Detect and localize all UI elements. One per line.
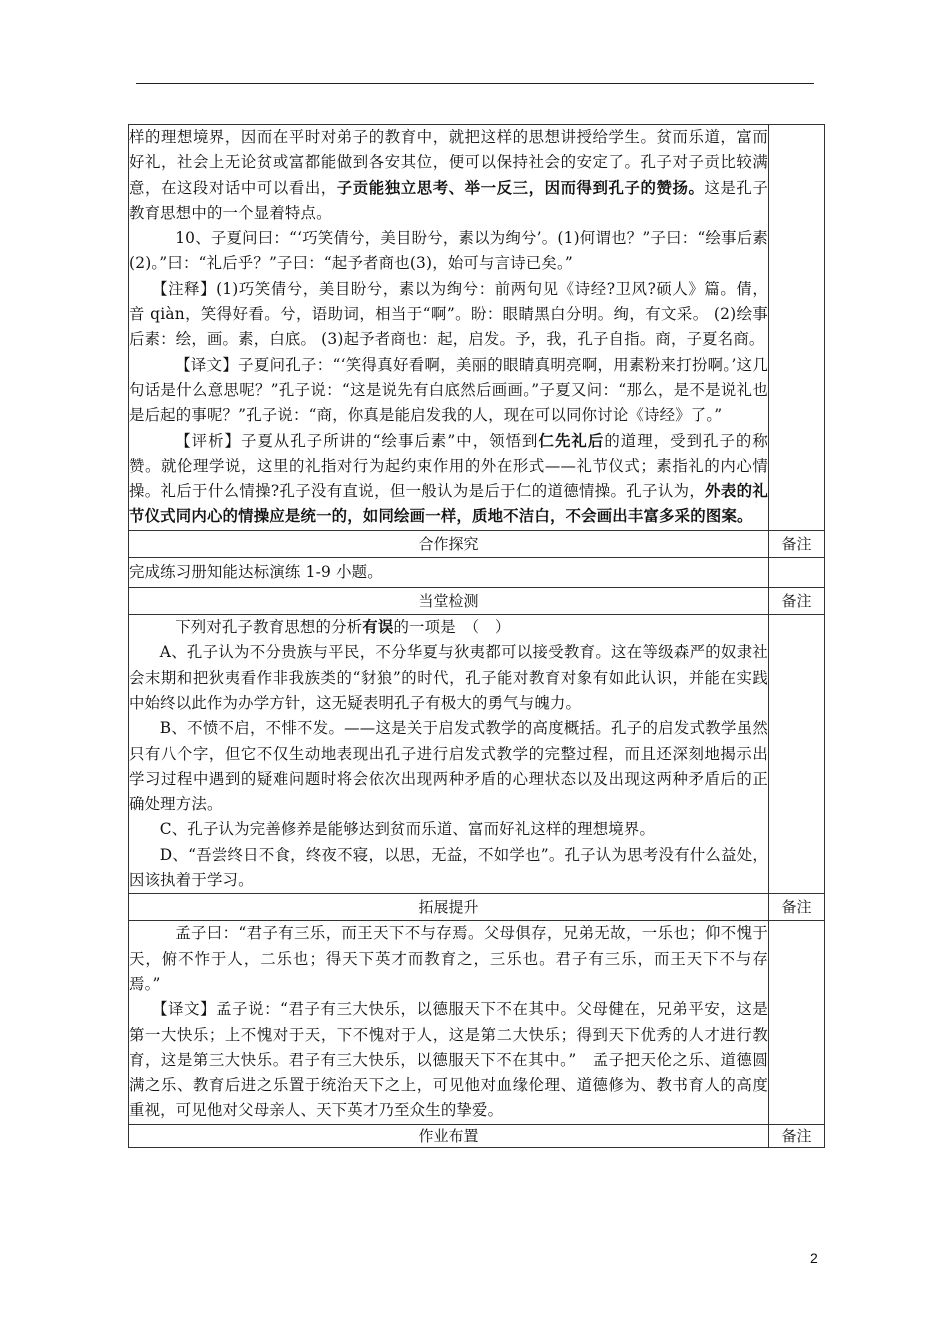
- note-column: [769, 125, 825, 531]
- section-header-hezuo: [129, 530, 825, 557]
- bold-highlight: 子贡能独立思考、举一反三，因而得到孔子的赞扬。: [336, 178, 705, 197]
- note-label: 备注: [769, 588, 825, 615]
- option-a: A、孔子认为不分贵族与平民，不分华夏与狄夷都可以接受教育。这在等级森严的奴隶社会末期和把狄夷看作非我族类的“豺狼”的时代，孔子能对教育对象有如此认识，并能在实践中始终以此作为办学方针，这无疑表明孔子有极大的勇气与魄力。: [129, 643, 768, 712]
- mencius-quote: 孟子曰：“君子有三乐，而王天下不与存焉。父母俱存，兄弟无故，一乐也；仰不愧于天，俯不怍于人，二乐也；得天下英才而教育之，三乐也。君子有三乐，而王天下不与存焉。”: [129, 924, 768, 993]
- section-header-dangtang: [129, 588, 825, 615]
- section-title-hezuo: 合作探究: [129, 530, 769, 557]
- section-header-zuoye: [129, 1124, 825, 1147]
- section-body-tuozhan: [129, 921, 825, 1124]
- mencius-translation: 【译文】孟子说：“君子有三大快乐，以德服天下不在其中。父母健在，兄弟平安，这是第一大快乐；上不愧对于天，下不愧对于人，这是第二大快乐；得到天下优秀的人才进行教育，这是第三大快乐。君子有三大快乐，以德服天下不在其中。” 孟子把天伦之乐、道德圆满之乐、教育后进之乐置于统治天下之上，可见他对血缘伦理、道德修为、教书育人的高度重视，可见他对父母亲人、天下英才乃至众生的挚爱。: [129, 1000, 768, 1120]
- option-c: C、孔子认为完善修养是能够达到贫而乐道、富而好礼这样的理想境界。: [159, 820, 656, 839]
- exercise-text: 完成练习册知能达标演练 1-9 小题。: [129, 562, 383, 581]
- bold-highlight: 有误: [362, 618, 394, 637]
- note-column: [769, 557, 825, 587]
- note-column: [769, 615, 825, 894]
- option-b: B、不愤不启，不悱不发。——这是关于启发式教学的高度概括。孔子的启发式教学虽然只有八个字，但它不仅生动地表现出孔子进行启发式教学的完整过程，而且还深刻地揭示出学习过程中遇到的疑难问题时将会依次出现两种矛盾的心理状态以及出现这两种矛盾后的正确处理方法。: [129, 719, 768, 814]
- question-stem: 下列对孔子教育思想的分析有误的一项是 （ ）: [175, 618, 511, 637]
- paragraph-continuation: 样的理想境界，因而在平时对弟子的教育中，就把这样的思想讲授给学生。贫而乐道，富而好礼，社会上无论贫或富都能做到各安其位，便可以保持社会的安定了。孔子对子贡比较满意，在这段对话中可以看出，子贡能独立思考、举一反三，因而得到孔子的赞扬。这是孔子教育思想中的一个显着特点。: [129, 128, 768, 222]
- paragraph-translation: 【译文】子夏问孔子：“‘笑得真好看啊，美丽的眼睛真明亮啊，用素粉来打扮啊。’这几句话是什么意思呢？”孔子说：“这是说先有白底然后画画。”子夏又问：“那么，是不是说礼也是后起的事呢？”孔子说：“商，你真是能启发我的人，现在可以同你讨论《诗经》了。”: [129, 355, 768, 425]
- header-rule: [136, 83, 814, 84]
- content-row: [129, 125, 825, 531]
- paragraph-notes: 【注释】(1)巧笑倩兮，美目盼兮，素以为绚兮：前两句见《诗经?卫风?硕人》篇。倩，音 qiàn，笑得好看。兮，语助词，相当于“啊”。盼：眼睛黑白分明。绚，有文采。 (2)绘事后素：绘，画。素，白底。 (3)起予者商也：起，启发。予，我，孔子自指。商，子夏名商。: [129, 279, 768, 349]
- paragraph-commentary: 【评析】子夏从孔子所讲的“绘事后素”中，领悟到仁先礼后的道理，受到孔子的称赞。就伦理学说，这里的礼指对行为起约束作用的外在形式——礼节仪式；素指礼的内心情操。礼后于什么情操?孔子没有直说，但一般认为是后于仁的道德情操。孔子认为，外表的礼节仪式同内心的情操应是统一的，如同绘画一样，质地不洁白，不会画出丰富多采的图案。: [129, 431, 768, 526]
- section-title-zuoye: 作业布置: [129, 1124, 769, 1147]
- section-body-hezuo: [129, 557, 825, 587]
- paragraph-question-10: 10、子夏问曰：“‘巧笑倩兮，美目盼兮，素以为绚兮’。(1)何谓也？”子曰：“绘事后素(2)。”曰：“礼后乎？”子曰：“起予者商也(3)，始可与言诗已矣。”: [129, 229, 768, 273]
- analysis-content: [129, 125, 769, 531]
- option-d: D、“吾尝终日不食，终夜不寝，以思，无益，不如学也”。孔子认为思考没有什么益处，因该执着于学习。: [129, 845, 768, 890]
- page-number: 2: [810, 1250, 818, 1266]
- section-title-dangtang: 当堂检测: [129, 588, 769, 615]
- bold-highlight: 仁先礼后: [538, 431, 605, 450]
- section-body-dangtang: [129, 615, 825, 894]
- note-label: 备注: [769, 894, 825, 921]
- bold-highlight: 外表的礼节仪式同内心的情操应是统一的，如同绘画一样，质地不洁白，不会画出丰富多采的图案。: [129, 482, 768, 526]
- section-header-tuozhan: [129, 894, 825, 921]
- note-label: 备注: [769, 1124, 825, 1147]
- section-title-tuozhan: 拓展提升: [129, 894, 769, 921]
- lesson-table: [128, 124, 825, 1148]
- note-column: [769, 921, 825, 1124]
- note-label: 备注: [769, 530, 825, 557]
